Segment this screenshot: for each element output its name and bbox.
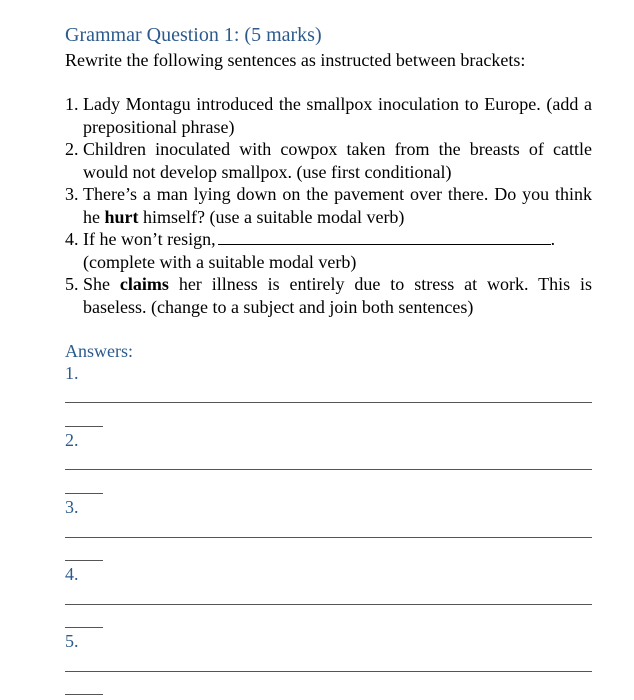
answer-line[interactable] bbox=[65, 537, 592, 538]
answer-line[interactable] bbox=[65, 402, 592, 403]
question-item-4 bbox=[65, 228, 592, 273]
bold-verb: hurt bbox=[104, 206, 139, 227]
question-item-2 bbox=[65, 138, 592, 183]
answer-line[interactable] bbox=[65, 604, 592, 605]
question-number: 2. bbox=[65, 139, 79, 159]
question-number: 3. bbox=[65, 184, 79, 204]
question-text-after: . bbox=[550, 229, 556, 249]
answer-number: 5. bbox=[65, 631, 79, 651]
question-text-before: She bbox=[83, 274, 120, 294]
fill-in-blank[interactable] bbox=[218, 229, 551, 245]
question-item-5 bbox=[65, 273, 592, 318]
question-text-after: her illness is entirely due to stress at work. This is baseless. (change to a subject and join both sentences) bbox=[83, 274, 592, 317]
answer-line-continuation[interactable] bbox=[65, 493, 103, 494]
answer-number: 1. bbox=[65, 363, 79, 383]
question-text-after: himself? (use a suitable modal verb) bbox=[138, 206, 405, 227]
question-instruction: (complete with a suitable modal verb) bbox=[83, 251, 357, 272]
question-text bbox=[83, 273, 592, 318]
question-number: 4. bbox=[65, 229, 79, 249]
answer-number: 2. bbox=[65, 430, 79, 450]
question-text bbox=[83, 228, 592, 273]
answer-number: 4. bbox=[65, 564, 79, 584]
instruction-text: Rewrite the following sentences as instructed between brackets: bbox=[65, 50, 526, 70]
question-number: 5. bbox=[65, 274, 79, 294]
question-item-3 bbox=[65, 183, 592, 228]
question-number: 1. bbox=[65, 94, 79, 114]
answer-line-continuation[interactable] bbox=[65, 560, 103, 561]
question-text-before: If he won’t resign, bbox=[83, 229, 216, 249]
question-text: Lady Montagu introduced the smallpox inoculation to Europe. (add a prepositional phrase) bbox=[83, 94, 592, 137]
question-text: Children inoculated with cowpox taken from the breasts of cattle would not develop smallpox. (use first conditional) bbox=[83, 139, 592, 182]
question-text bbox=[83, 183, 592, 228]
bold-verb: claims bbox=[119, 274, 169, 294]
question-item-1 bbox=[65, 93, 592, 138]
question-title: Grammar Question 1: (5 marks) bbox=[65, 24, 322, 46]
answer-line-continuation[interactable] bbox=[65, 694, 103, 695]
question-text-before: There’s a man lying down on the pavement over there. Do you think he bbox=[83, 184, 592, 227]
answer-line-continuation[interactable] bbox=[65, 627, 103, 628]
answer-line-continuation[interactable] bbox=[65, 426, 103, 427]
answer-number: 3. bbox=[65, 497, 79, 517]
answers-heading: Answers: bbox=[65, 341, 133, 361]
answer-line[interactable] bbox=[65, 671, 592, 672]
answer-line[interactable] bbox=[65, 469, 592, 470]
